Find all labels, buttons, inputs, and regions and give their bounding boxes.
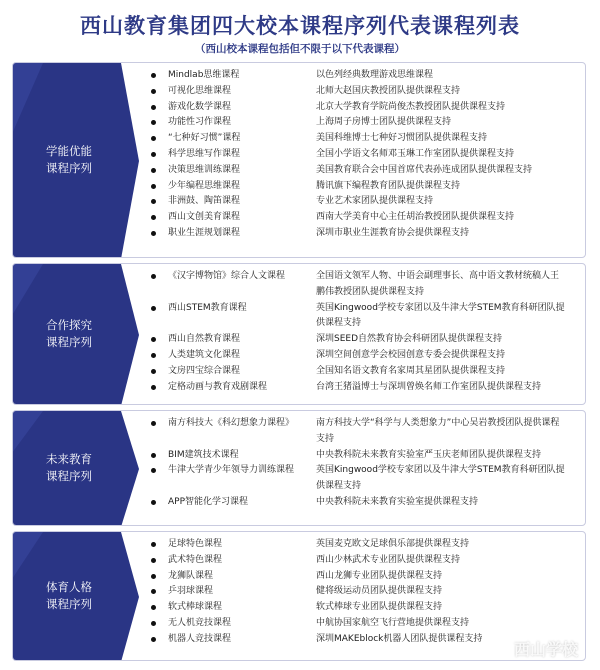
course-provider: 南方科技大学“科学与人类想象力”中心吴岩教授团队提供课程支持 [316, 418, 560, 444]
bullet-icon [151, 574, 156, 579]
course-row [148, 495, 579, 511]
bullet-icon [151, 73, 156, 78]
course-provider: 北京大学教育学院尚俊杰教授团队提供课程支持 [316, 101, 506, 112]
course-row [148, 553, 579, 569]
course-provider: 北师大赵国庆教授团队提供课程支持 [316, 85, 461, 96]
course-provider: 深圳SEED自然教育协会科研团队提供课程支持 [316, 334, 503, 345]
course-row [148, 194, 579, 210]
section-label: 合作探究 课程序列 [46, 318, 92, 349]
course-name: 可视化思维课程 [168, 85, 232, 96]
course-provider: 美国教育联合会中国首席代表孙连成团队提供课程支持 [316, 164, 533, 175]
course-name: 龙狮队课程 [168, 570, 214, 581]
course-provider: 全国语文领军人物、中语会副理事长、高中语文教材统稿人王鹏伟教授团队提供课程支持 [316, 271, 560, 297]
course-row [148, 269, 579, 301]
course-row [148, 210, 579, 226]
course-row [148, 364, 579, 380]
bullet-icon [151, 385, 156, 390]
course-provider: 英国Kingwood学校专家团以及牛津大学STEM教育科研团队提供课程支持 [316, 302, 565, 329]
course-name: 定格动画与教育戏剧课程 [168, 381, 268, 392]
page-subtitle: （西山校本课程包括但不限于以下代表课程） [195, 43, 405, 55]
course-name: 软式棒球课程 [168, 602, 223, 613]
bullet-icon [151, 369, 156, 374]
course-row [148, 226, 579, 242]
section-2 [12, 263, 586, 405]
course-name: BIM建筑技术课程 [168, 449, 239, 460]
course-name: 西山文创美育课程 [168, 212, 241, 223]
course-provider: 西南大学美育中心主任胡治教授团队提供课程支持 [316, 212, 515, 223]
course-row [148, 584, 579, 600]
course-row [148, 115, 579, 131]
course-row [148, 163, 579, 179]
course-name: 少年编程思维课程 [168, 180, 241, 191]
course-provider: 中央教科院未来教育实验室提供课程支持 [316, 496, 479, 507]
bullet-icon [151, 199, 156, 204]
section-3 [12, 410, 586, 526]
course-row [148, 301, 579, 333]
course-row [148, 569, 579, 585]
course-row [148, 448, 579, 464]
course-provider: 西山少林武术专业团队提供课程支持 [316, 554, 461, 565]
course-list [148, 537, 579, 648]
course-list [148, 416, 579, 511]
course-name: 西山STEM教育课程 [168, 302, 247, 313]
course-name: 乒羽球课程 [168, 586, 214, 597]
course-row [148, 616, 579, 632]
course-name: 牛津大学青少年领导力训练课程 [168, 465, 295, 476]
course-name: 游戏化数学课程 [168, 101, 232, 112]
bullet-icon [151, 152, 156, 157]
course-provider: 中航协国家航空飞行营地提供课程支持 [316, 617, 470, 628]
course-row [148, 84, 579, 100]
course-name: 职业生涯规划课程 [168, 227, 241, 238]
course-name: 决策思维训练课程 [168, 164, 241, 175]
bullet-icon [151, 120, 156, 125]
course-row [148, 348, 579, 364]
course-name: APP智能化学习课程 [168, 496, 249, 507]
bullet-icon [151, 215, 156, 220]
watermark-logo: 西山学校 [513, 640, 578, 659]
course-provider: 英国Kingwood学校专家团以及牛津大学STEM教育科研团队提供课程支持 [316, 465, 565, 492]
course-row [148, 147, 579, 163]
bullet-icon [151, 589, 156, 594]
section-label: 未来教育 课程序列 [46, 452, 92, 483]
course-provider: 中央教科院未来教育实验室严玉庆老师团队提供课程支持 [316, 449, 542, 460]
course-name: 《汉字博物馆》综合人文课程 [168, 271, 286, 281]
course-row [148, 416, 579, 448]
section-label: 体育人格 课程序列 [46, 580, 92, 611]
course-list [148, 269, 579, 395]
bullet-icon [151, 136, 156, 141]
course-row [148, 179, 579, 195]
course-row [148, 332, 579, 348]
bullet-icon [151, 500, 156, 505]
bullet-icon [151, 89, 156, 94]
course-row [148, 537, 579, 553]
course-name: 文房四宝综合课程 [168, 365, 241, 376]
section-label-banner [13, 264, 141, 404]
section-label-banner [13, 63, 141, 257]
section-label-banner [13, 411, 141, 525]
course-name: 武术特色课程 [168, 554, 223, 565]
course-row [148, 68, 579, 84]
bullet-icon [151, 274, 156, 279]
course-row [148, 100, 579, 116]
course-provider: 腾讯旗下编程教育团队提供课程支持 [316, 180, 461, 191]
page-title: 西山教育集团四大校本课程序列代表课程列表 [80, 13, 520, 38]
section-1 [12, 62, 586, 258]
bullet-icon [151, 353, 156, 358]
course-name: Mindlab思维课程 [168, 70, 240, 80]
course-provider: 台湾王猪溢博士与深圳曾焕名师工作室团队提供课程支持 [316, 381, 542, 392]
course-name: 功能性习作课程 [168, 117, 232, 128]
course-provider: 深圳空间创意学会校园创意专委会提供课程支持 [316, 349, 506, 360]
bullet-icon [151, 231, 156, 236]
course-provider: 全国知名语文教育名家周其星团队提供课程支持 [316, 365, 506, 376]
course-name: 机器人竞技课程 [168, 633, 232, 644]
bullet-icon [151, 453, 156, 458]
course-provider: 健将级运动员团队提供课程支持 [316, 586, 443, 597]
course-name: 无人机竞技课程 [168, 617, 232, 628]
course-provider: 软式棒球专业团队提供课程支持 [316, 602, 443, 613]
bullet-icon [151, 558, 156, 563]
course-name: 足球特色课程 [168, 539, 223, 549]
course-name: 人类建筑文化课程 [168, 349, 241, 360]
course-row [148, 600, 579, 616]
bullet-icon [151, 337, 156, 342]
bullet-icon [151, 105, 156, 110]
course-name: 南方科技大《科幻想象力课程》 [168, 418, 295, 428]
bullet-icon [151, 542, 156, 547]
course-provider: 西山龙狮专业团队提供课程支持 [316, 570, 443, 581]
section-4 [12, 531, 586, 661]
course-provider: 美国科维博士七种好习惯团队提供课程支持 [316, 133, 488, 144]
course-row [148, 463, 579, 495]
course-provider: 深圳MAKEblock机器人团队提供课程支持 [316, 633, 483, 644]
bullet-icon [151, 637, 156, 642]
course-list [148, 68, 579, 242]
course-provider: 全国小学语文名师邓玉琳工作室团队提供课程支持 [316, 148, 515, 159]
bullet-icon [151, 605, 156, 610]
bullet-icon [151, 306, 156, 311]
bullet-icon [151, 468, 156, 473]
course-provider: 专业艺术家团队提供课程支持 [316, 196, 434, 207]
bullet-icon [151, 421, 156, 426]
course-row [148, 380, 579, 396]
course-name: “七种好习惯”课程 [168, 133, 241, 144]
course-provider: 以色列经典数理游戏思维课程 [316, 70, 434, 80]
section-label: 学能优能 课程序列 [46, 144, 92, 175]
bullet-icon [151, 168, 156, 173]
bullet-icon [151, 621, 156, 626]
course-name: 科学思维写作课程 [168, 148, 241, 159]
course-provider: 英国麦克欧文足球俱乐部提供课程支持 [316, 539, 470, 549]
course-provider: 深圳市职业生涯教育协会提供课程支持 [316, 227, 470, 238]
course-provider: 上海周子房博士团队提供课程支持 [316, 117, 452, 128]
bullet-icon [151, 184, 156, 189]
course-name: 西山自然教育课程 [168, 334, 241, 345]
section-label-banner [13, 532, 141, 660]
course-row [148, 131, 579, 147]
course-name: 非洲鼓、陶笛课程 [168, 196, 241, 207]
